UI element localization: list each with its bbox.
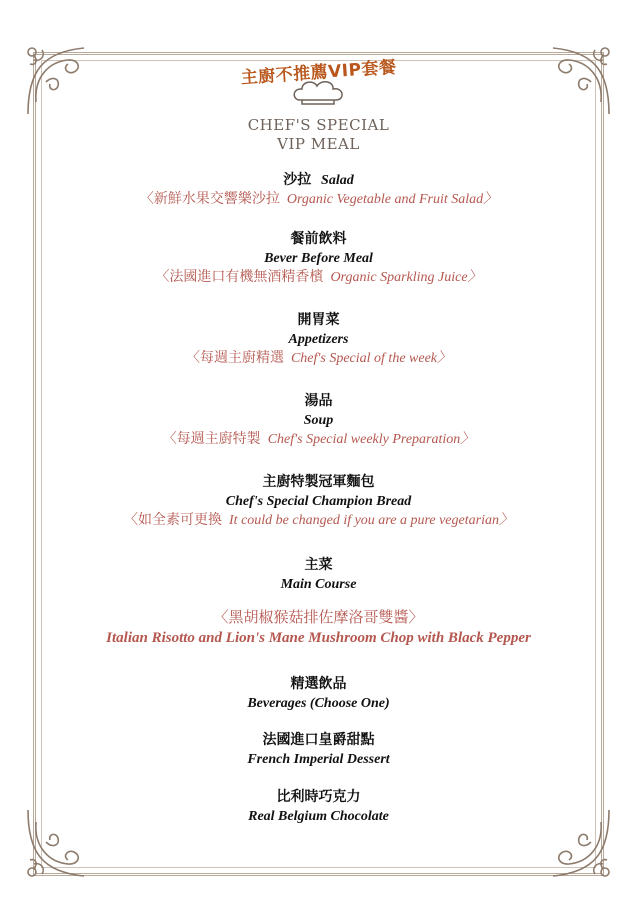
menu-title-zh: 主廚不推薦VIP套餐 <box>240 57 398 89</box>
section-detail-zh: 〈每週主廚精選 <box>185 351 284 366</box>
chef-hat-icon <box>288 78 348 106</box>
section-title-en: Bever Before Meal <box>264 251 373 266</box>
menu-section-main-course <box>0 555 637 594</box>
section-detail-zh: 〈法國進口有機無酒精香檳 <box>155 270 324 285</box>
menu-section-beverages <box>0 674 637 713</box>
section-title-en: Real Belgium Chocolate <box>248 809 389 824</box>
section-title-zh: 湯品 <box>304 393 333 409</box>
section-title-en: Salad <box>321 173 354 188</box>
brand-line1: CHEF'S SPECIAL <box>247 116 390 134</box>
section-title-zh: 開胃菜 <box>297 312 340 328</box>
section-title-zh: 沙拉 <box>283 172 312 188</box>
menu-section-dessert <box>0 730 637 769</box>
section-title-zh: 主廚特製冠軍麵包 <box>262 474 375 490</box>
section-title-en: Chef's Special Champion Bread <box>225 494 412 509</box>
section-detail-en: Organic Vegetable and Fruit Salad〉 <box>286 192 498 207</box>
section-title-zh: 餐前飲料 <box>290 231 347 247</box>
section-detail-zh: 〈新鮮水果交響樂沙拉 <box>139 192 280 207</box>
section-detail-zh: 〈如全素可更換 <box>124 513 223 528</box>
menu-section-beverage <box>0 229 637 288</box>
section-detail-en: Chef's Special weekly Preparation〉 <box>267 432 475 447</box>
menu-section-bread <box>0 472 637 531</box>
section-title-en: Soup <box>303 413 334 428</box>
section-detail-zh: 〈每週主廚特製 <box>162 432 261 447</box>
main-course-detail <box>0 607 637 649</box>
section-title-en: French Imperial Dessert <box>247 752 390 767</box>
section-title-zh: 精選飲品 <box>290 676 347 692</box>
section-detail-en: Italian Risotto and Lion's Mane Mushroom Chop with Black Pepper <box>106 630 531 646</box>
section-title-en: Beverages (Choose One) <box>247 696 390 711</box>
menu-section-chocolate <box>0 787 637 826</box>
section-title-en: Main Course <box>280 577 357 592</box>
brand-line2: VIP MEAL <box>277 135 360 153</box>
brand-block <box>0 116 637 154</box>
section-detail-en: Chef's Special of the week〉 <box>290 351 452 366</box>
section-title-zh: 法國進口皇爵甜點 <box>262 732 375 748</box>
menu-section-salad <box>0 170 637 210</box>
menu-section-appetizers <box>0 310 637 369</box>
section-detail-zh: 〈黑胡椒猴菇排佐摩洛哥雙醬〉 <box>213 608 424 626</box>
menu-section-soup <box>0 391 637 450</box>
section-title-zh: 比利時巧克力 <box>276 789 361 805</box>
section-detail-en: Organic Sparkling Juice〉 <box>330 270 482 285</box>
section-title-zh: 主菜 <box>304 557 333 573</box>
section-title-en: Appetizers <box>288 332 349 347</box>
section-detail-en: It could be changed if you are a pure vegetarian〉 <box>229 513 513 528</box>
